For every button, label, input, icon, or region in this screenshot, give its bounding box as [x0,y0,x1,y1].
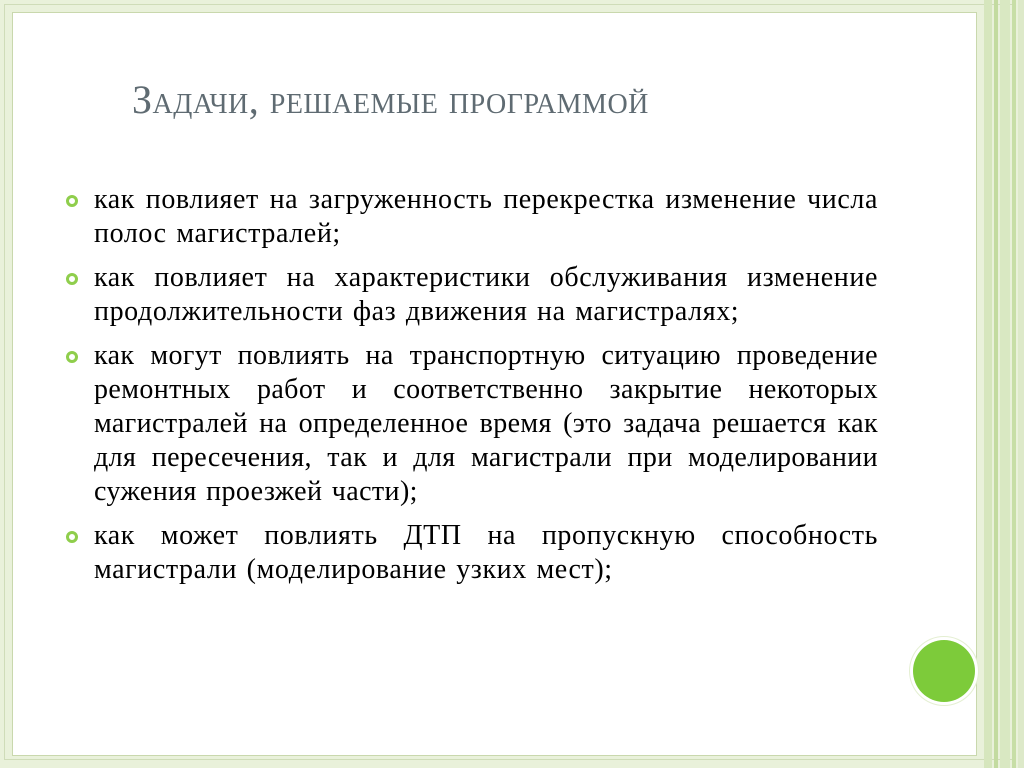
decor-stripe [1012,0,1016,768]
list-item-text: как могут повлиять на транспортную ситуацию проведение ремонтных работ и соответственно закрытие некоторых магистралей на определенное время (это задача решается как для пересечения, так и для магистрали при моделировании сужения проезжей части); [94,340,878,507]
decor-stripe [984,0,992,768]
ring-bullet-icon [66,195,78,207]
list-item [66,261,878,329]
list-item [66,339,878,509]
green-circle-icon [913,640,975,702]
list-item [66,183,878,251]
ring-bullet-icon [66,273,78,285]
ring-bullet-icon [66,531,78,543]
list-item-text: как может повлиять ДТП на пропускную способность магистрали (моделирование узких мест); [94,520,878,585]
ring-bullet-icon [66,351,78,363]
task-list [66,183,878,597]
decor-stripe [1018,0,1024,768]
list-item-text: как повлияет на характеристики обслуживания изменение продолжительности фаз движения на магистралях; [94,262,878,327]
decor-stripe [994,0,998,768]
list-item-text: как повлияет на загруженность перекрестка изменение числа полос магистралей; [94,184,878,249]
decor-stripe [1000,0,1010,768]
slide-title: Задачи, решаемые программой [132,77,649,122]
list-item [66,519,878,587]
